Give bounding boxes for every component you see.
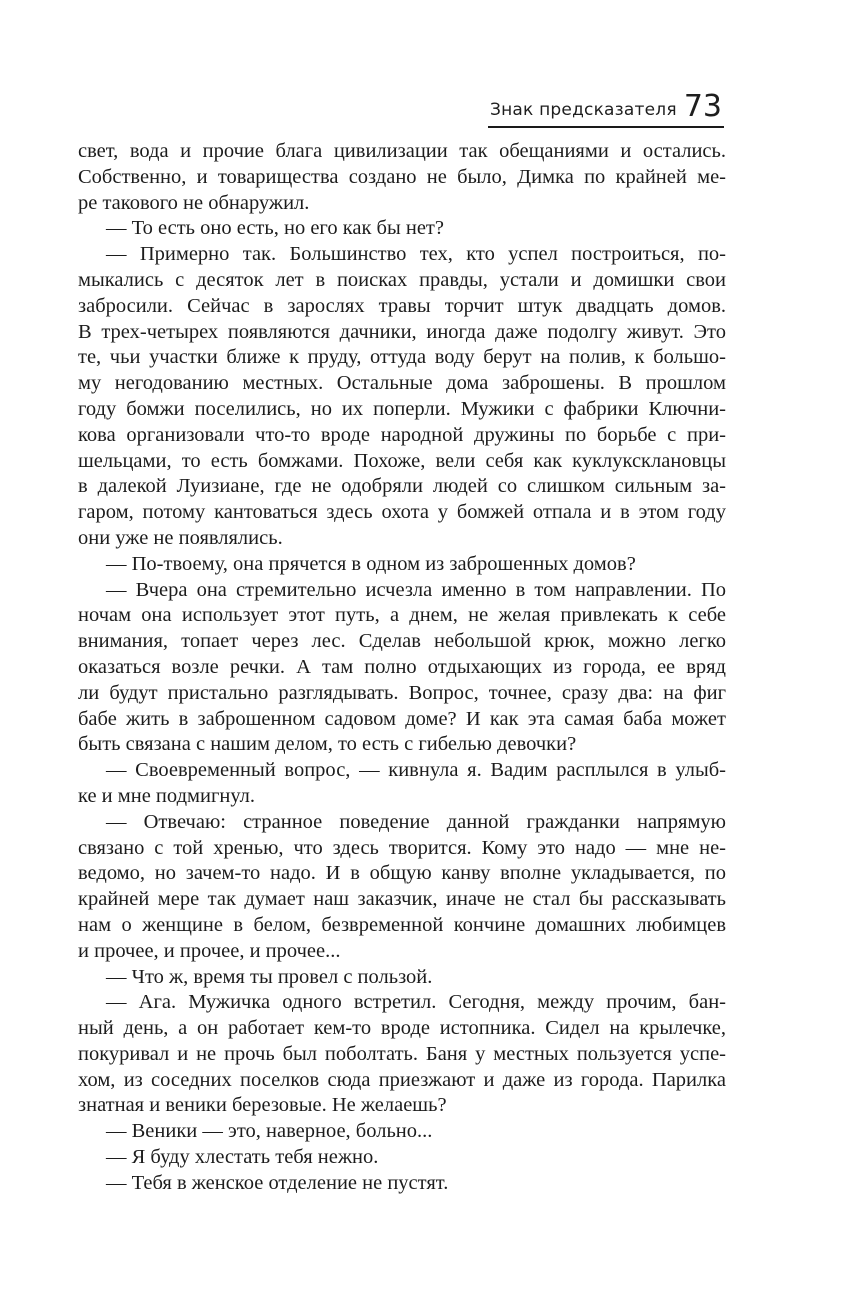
text-line: нам о женщине в белом, безвременной кончине домашних любимцев <box>78 913 726 936</box>
text-line: связано с той хренью, что здесь творится. Кому это надо — мне не- <box>78 836 726 859</box>
text-line: — Я буду хлестать тебя нежно. <box>106 1146 379 1169</box>
text-line: Собственно, и товарищества создано не было, Димка по крайней ме- <box>78 165 726 188</box>
text-line: ведомо, но зачем-то надо. И в общую канву вполне укладывается, по <box>78 862 726 885</box>
text-line: те, чьи участки ближе к пруду, оттуда воду берут на полив, к большо- <box>78 346 726 369</box>
running-title: Знак предсказателя <box>490 100 677 120</box>
text-line: — Ага. Мужичка одного встретил. Сегодня, между прочим, бан- <box>106 991 726 1014</box>
text-line: — Веники — это, наверное, больно... <box>106 1120 433 1143</box>
text-line: шельцами, то есть бомжами. Похоже, вели себя как куклуксклановцы <box>78 449 726 472</box>
text-line: свет, вода и прочие блага цивилизации так обещаниями и остались. <box>78 140 726 162</box>
text-line: ночам она использует этот путь, а днем, не желая привлекать к себе <box>78 604 726 627</box>
text-line: хом, из соседних поселков сюда приезжают и даже из города. Парилка <box>78 1068 726 1091</box>
text-line: ный день, а он работает кем-то вроде истопника. Сидел на крылечке, <box>78 1017 726 1040</box>
text-line: ке и мне подмигнул. <box>78 784 256 807</box>
text-line: В трех-четырех появляются дачники, иногда даже подолгу живут. Это <box>78 320 726 343</box>
text-line: — Своевременный вопрос, — кивнула я. Вадим расплылся в улыб- <box>106 759 726 782</box>
text-line: забросили. Сейчас в зарослях травы торчит штук двадцать домов. <box>78 294 726 317</box>
text-line: — Что ж, время ты провел с пользой. <box>106 965 433 988</box>
text-line: — По-твоему, она прячется в одном из заброшенных домов? <box>106 552 636 575</box>
text-line: — То есть оно есть, но его как бы нет? <box>106 217 444 240</box>
text-line: и прочее, и прочее, и прочее... <box>78 939 341 962</box>
text-line: они уже не появлялись. <box>78 526 283 549</box>
text-line: ли будут пристально разглядывать. Вопрос, точнее, сразу два: на фиг <box>78 681 726 704</box>
text-line: му негодованию местных. Остальные дома заброшены. В прошлом <box>78 372 726 395</box>
text-line: — Отвечаю: странное поведение данной гражданки напрямую <box>106 810 726 833</box>
text-line: — Тебя в женское отделение не пустят. <box>106 1171 449 1194</box>
body-text <box>78 139 726 1197</box>
text-line: кова организовали что-то вроде народной дружины по борьбе с при- <box>78 423 726 446</box>
running-head <box>488 86 724 128</box>
text-line: оказаться возле речки. А там полно отдыхающих из города, ее вряд <box>78 655 726 678</box>
text-line: году бомжи поселились, но их поперли. Мужики с фабрики Ключни- <box>78 397 726 420</box>
text-line: бабе жить в заброшенном садовом доме? И как эта самая баба может <box>78 707 726 730</box>
text-line: — Вчера она стремительно исчезла именно в том направлении. По <box>106 578 726 601</box>
page-number: 73 <box>683 89 722 124</box>
text-line: — Примерно так. Большинство тех, кто успел построиться, по- <box>106 243 726 266</box>
text-line: крайней мере так думает наш заказчик, иначе не стал бы рассказывать <box>78 888 726 911</box>
text-line: покуривал и не прочь был поболтать. Баня у местных пользуется успе- <box>78 1042 726 1065</box>
text-line: мыкались с десяток лет в поисках правды, устали и домишки свои <box>78 268 726 291</box>
text-line: быть связана с нашим делом, то есть с гибелью девочки? <box>78 733 577 756</box>
text-line: в далекой Луизиане, где не одобряли людей со слишком сильным за- <box>78 475 726 498</box>
text-line: гаром, потому кантоваться здесь охота у бомжей отпала и в этом году <box>78 501 726 524</box>
text-line: ре такового не обнаружил. <box>78 191 310 214</box>
text-line: знатная и веники березовые. Не желаешь? <box>78 1094 447 1117</box>
text-line: внимания, топает через лес. Сделав небольшой крюк, можно легко <box>78 630 726 653</box>
